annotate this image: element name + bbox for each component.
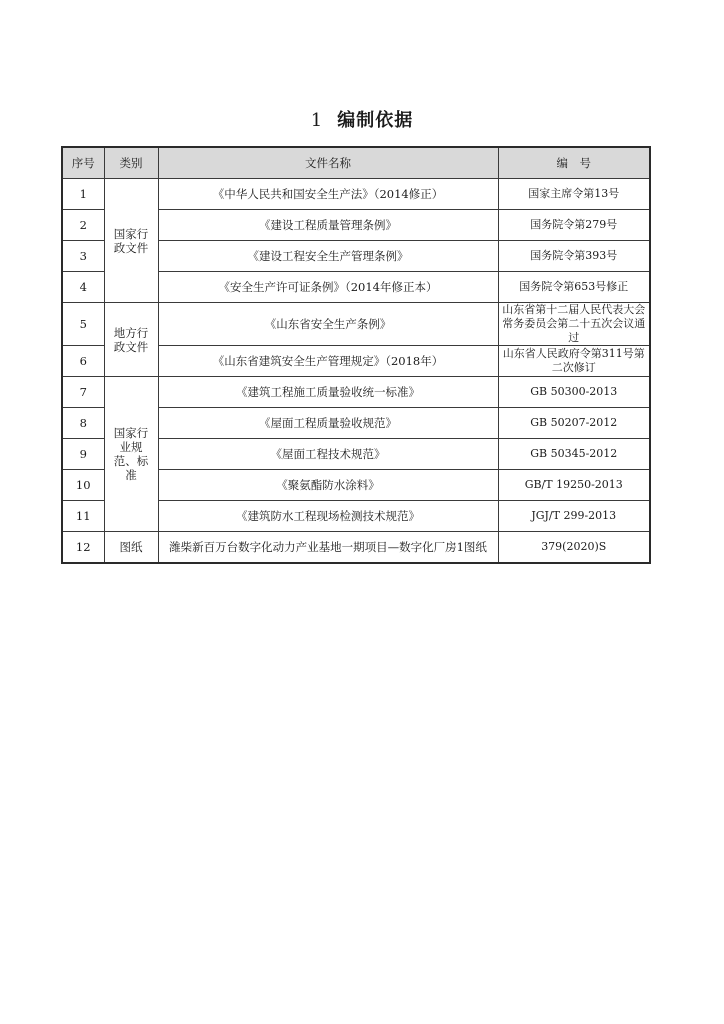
- row-seq: 10: [62, 470, 104, 501]
- category-cell: [104, 179, 158, 303]
- page-title: [0, 106, 724, 132]
- section-number: 1: [310, 110, 324, 131]
- row-name: 《聚氨酯防水涂料》: [158, 470, 498, 501]
- row-name: 《屋面工程质量验收规范》: [158, 408, 498, 439]
- row-seq: 7: [62, 377, 104, 408]
- table-row: [62, 179, 650, 210]
- row-seq: 8: [62, 408, 104, 439]
- row-seq: 9: [62, 439, 104, 470]
- row-code: 国家主席令第13号: [498, 179, 650, 210]
- category-cell: [104, 303, 158, 377]
- row-name: 《建设工程安全生产管理条例》: [158, 241, 498, 272]
- category-cell: [104, 377, 158, 532]
- row-code: 国务院令第653号修正: [498, 272, 650, 303]
- compilation-basis-table: [61, 146, 651, 564]
- row-code: GB 50300-2013: [498, 377, 650, 408]
- row-name: 《建设工程质量管理条例》: [158, 210, 498, 241]
- row-seq: 5: [62, 303, 104, 346]
- row-name: 《建筑防水工程现场检测技术规范》: [158, 501, 498, 532]
- row-seq: 4: [62, 272, 104, 303]
- row-name: 《中华人民共和国安全生产法》（2014修正）: [158, 179, 498, 210]
- table-row: [62, 532, 650, 564]
- row-code: GB/T 19250-2013: [498, 470, 650, 501]
- row-code: GB 50207-2012: [498, 408, 650, 439]
- row-name: 《屋面工程技术规范》: [158, 439, 498, 470]
- header-category: 类别: [104, 147, 158, 179]
- table-row: [62, 377, 650, 408]
- header-code: 编 号: [498, 147, 650, 179]
- row-code: GB 50345-2012: [498, 439, 650, 470]
- row-name: 《山东省建筑安全生产管理规定》（2018年）: [158, 346, 498, 377]
- row-code: 山东省第十二届人民代表大会常务委员会第二十五次会议通过: [498, 303, 650, 346]
- row-code: 山东省人民政府令第311号第二次修订: [498, 346, 650, 377]
- row-seq: 3: [62, 241, 104, 272]
- row-name: 《建筑工程施工质量验收统一标准》: [158, 377, 498, 408]
- row-seq: 11: [62, 501, 104, 532]
- category-cell: 图纸: [104, 532, 158, 564]
- header-filename: 文件名称: [158, 147, 498, 179]
- category-label: 国家行政文件: [113, 226, 149, 255]
- row-code: 379(2020)S: [498, 532, 650, 564]
- row-seq: 12: [62, 532, 104, 564]
- row-code: 国务院令第393号: [498, 241, 650, 272]
- row-name: 潍柴新百万台数字化动力产业基地一期项目—数字化厂房1图纸: [158, 532, 498, 564]
- row-name: 《安全生产许可证条例》（2014年修正本）: [158, 272, 498, 303]
- section-title: 编制依据: [337, 110, 414, 131]
- row-seq: 2: [62, 210, 104, 241]
- row-code: 国务院令第279号: [498, 210, 650, 241]
- row-code: JGJ/T 299-2013: [498, 501, 650, 532]
- row-name: 《山东省安全生产条例》: [158, 303, 498, 346]
- table-header-row: [62, 147, 650, 179]
- category-label: 国家行业规范、标准: [113, 426, 149, 482]
- row-seq: 6: [62, 346, 104, 377]
- category-label: 地方行政文件: [113, 325, 149, 354]
- row-seq: 1: [62, 179, 104, 210]
- header-seq: 序号: [62, 147, 104, 179]
- table-row: [62, 303, 650, 346]
